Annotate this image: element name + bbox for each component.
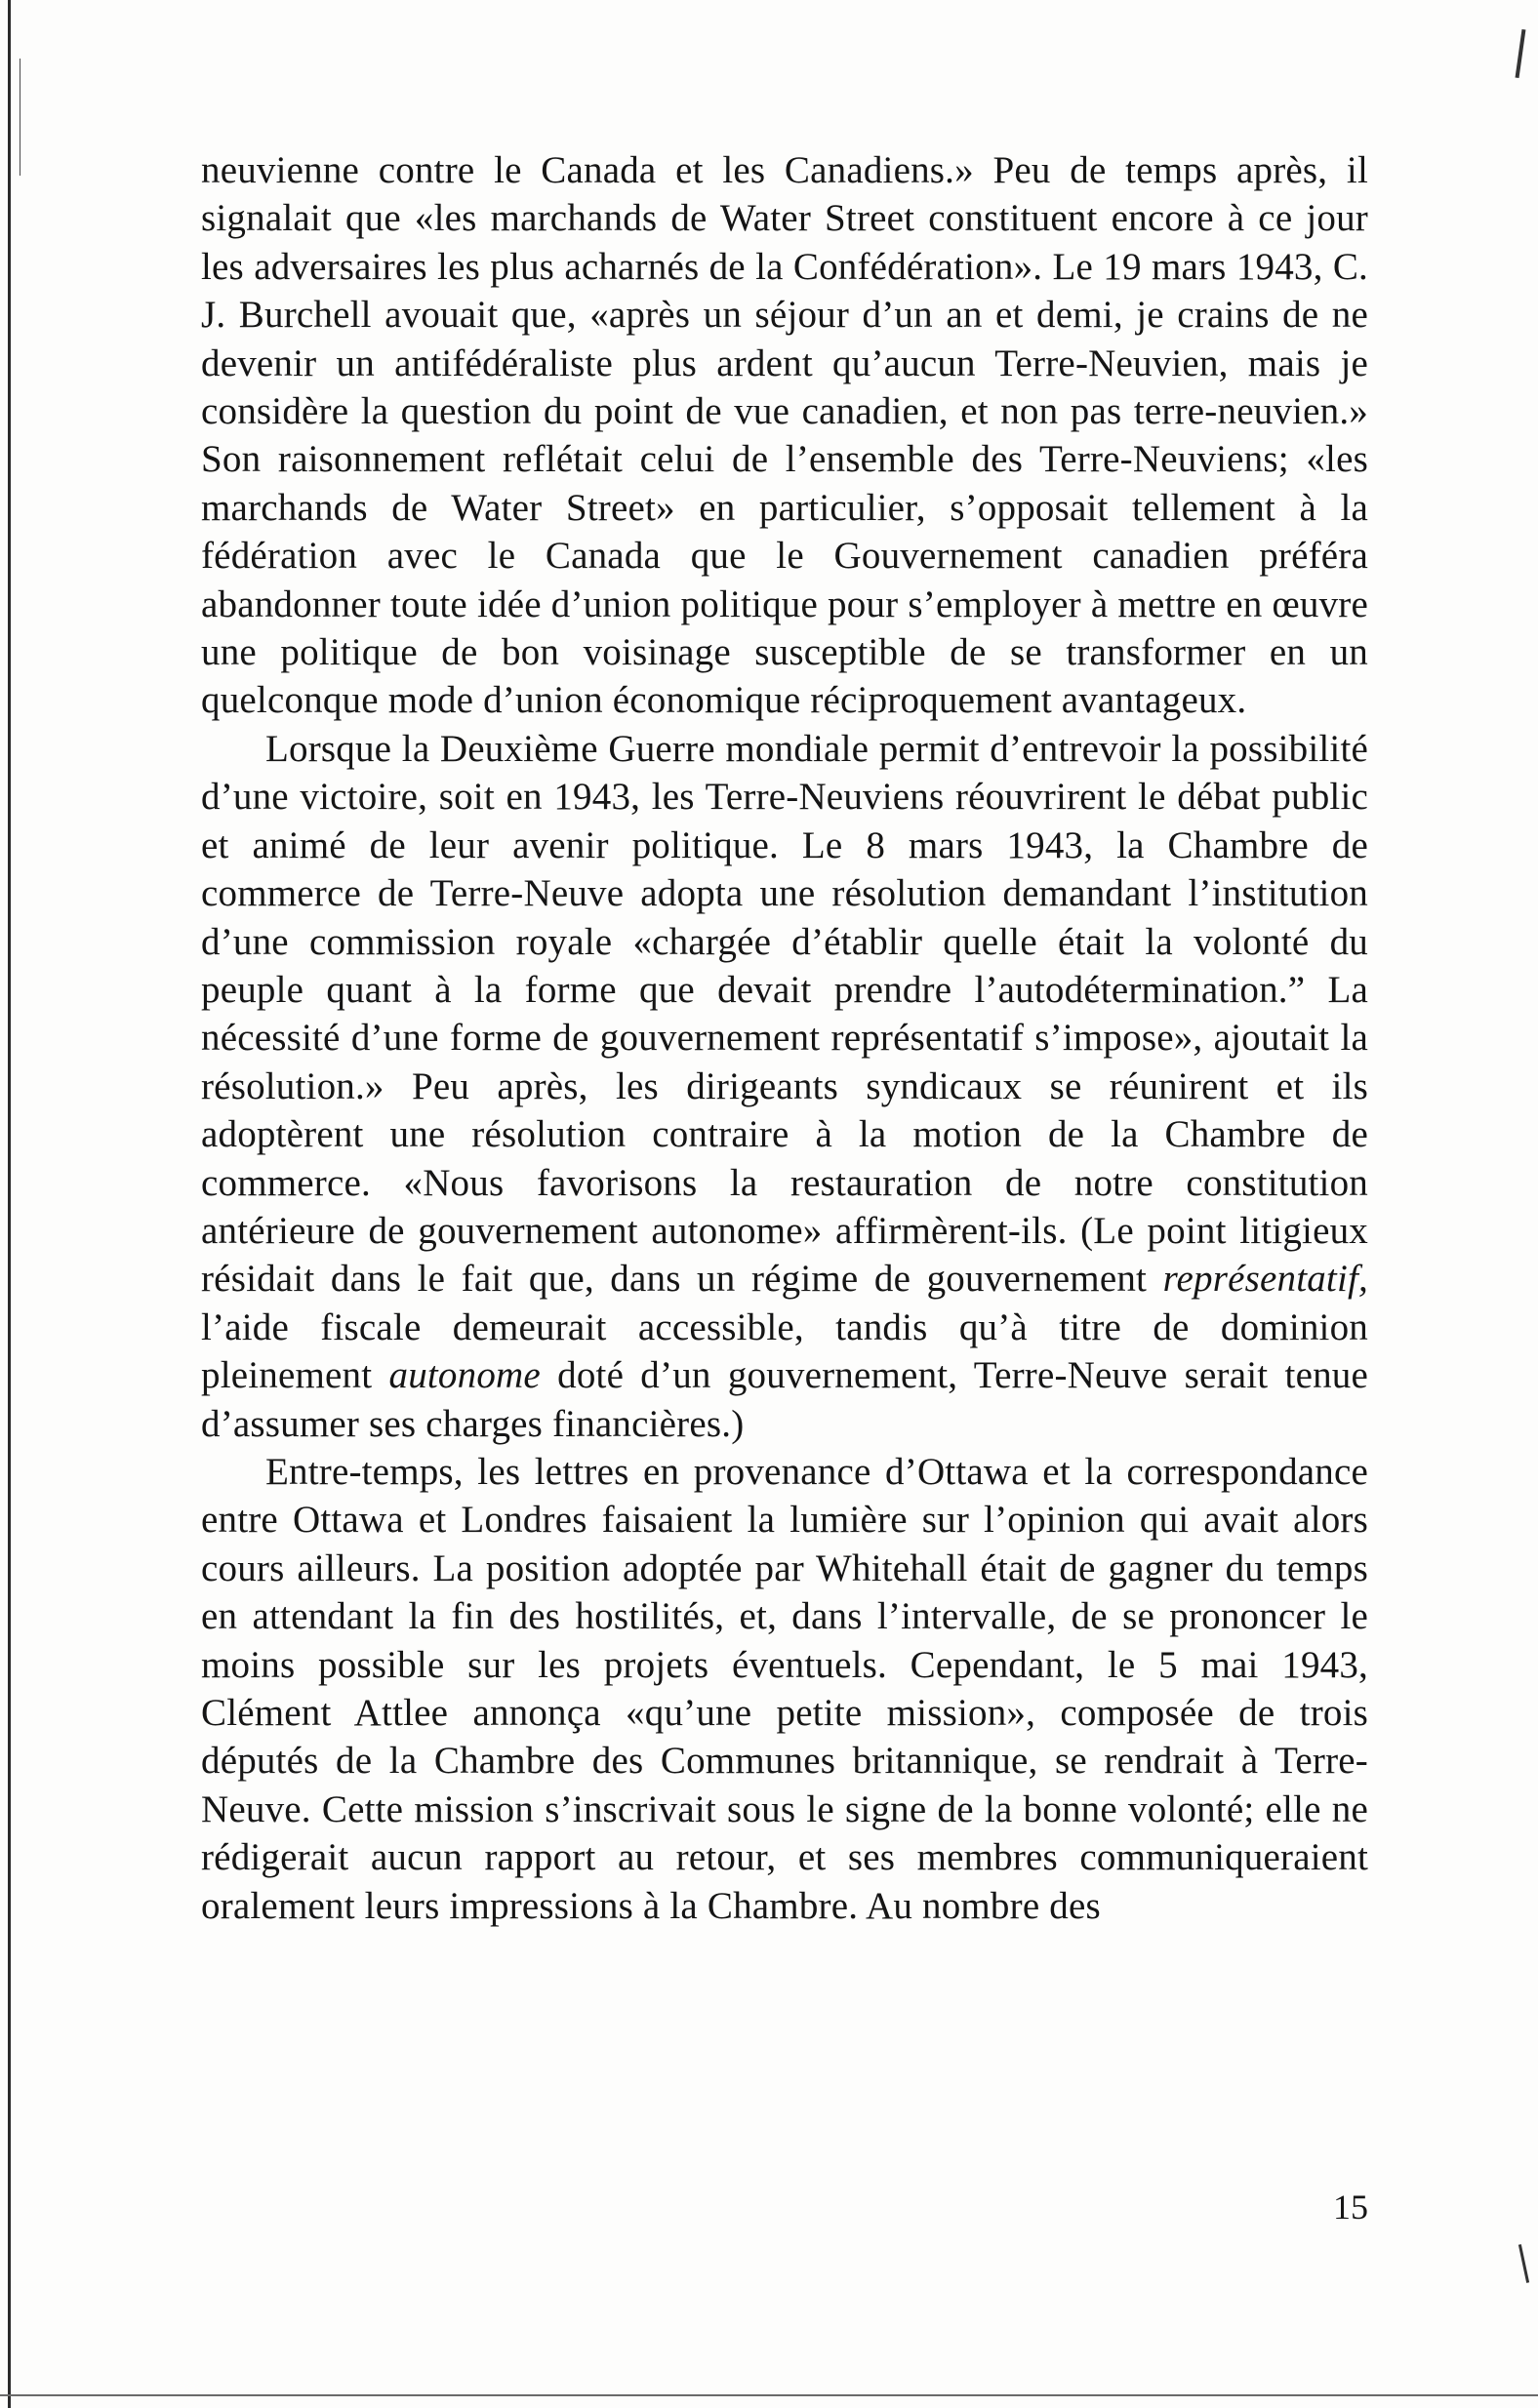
binding-edge-line [8, 0, 11, 2408]
paragraph-1 [201, 146, 1368, 725]
emphasis-representatif: représentatif, [1162, 1258, 1368, 1301]
bottom-edge-line [0, 2394, 1538, 2396]
paragraph-1-text: neuvienne contre le Canada et les Canadiens.» Peu de temps après, il signalait que «les marchands de Water Street constituent encore à ce jour les adversaires les plus acharnés de la Confédération». Le 19 mars 1943, C. J. Burchell avouait que, «après un séjour d’un an et demi, je crains de ne devenir un antifédéraliste plus ardent qu’aucun Terre-Neuvien, mais je considère la question du point de vue canadien, et non pas terre-neuvien.» Son raisonnement reflétait celui de l’ensemble des Terre-Neuviens; «les marchands de Water Street» en particulier, s’opposait tellement à la fédération avec le Canada que le Gouvernement canadien préféra abandonner toute idée d’union politique pour s’employer à mettre en œuvre une politique de bon voisinage susceptible de se transformer en un quelconque mode d’union économique réciproquement avantageux. [201, 149, 1368, 722]
paragraph-2-text-b: l’aide fiscale demeurait accessible, tandis qu’à titre de dominion pleinement [201, 1305, 1368, 1397]
scan-corner-mark-top [1516, 29, 1526, 78]
paragraph-2 [201, 725, 1368, 1448]
page-number: 15 [1333, 2187, 1368, 2227]
emphasis-autonome: autonome [388, 1354, 541, 1397]
scan-corner-mark-bottom [1518, 2244, 1529, 2283]
paragraph-2-text-a: Lorsque la Deuxième Guerre mondiale permit d’entrevoir la possibilité d’une victoire, soit en 1943, les Terre-Neuviens réouvrirent le débat public et animé de leur avenir politique. Le 8 mars 1943, la Chambre de commerce de Terre-Neuve adopta une résolution demandant l’institution d’une commission royale «chargée d’établir quelle était la volonté du peuple quant à la forme que devait prendre l’autodétermination.” La nécessité d’une forme de gouvernement représentatif s’impose», ajoutait la résolution.» Peu après, les dirigeants syndicaux se réunirent et ils adoptèrent une résolution contraire à la motion de la Chambre de commerce. «Nous favorisons la restauration de notre constitution antérieure de gouvernement autonome» affirmèrent-ils. (Le point litigieux résidait dans le fait que, dans un régime de gouvernement [201, 727, 1368, 1301]
body-text [201, 146, 1368, 1930]
paragraph-2-text-c: doté d’un gouvernement, Terre-Neuve serait tenue d’assumer ses charges financières.) [201, 1354, 1368, 1445]
paragraph-3 [201, 1448, 1368, 1930]
paragraph-3-text: Entre-temps, les lettres en provenance d’Ottawa et la correspondance entre Ottawa et Londres faisaient la lumière sur l’opinion qui avait alors cours ailleurs. La position adoptée par Whitehall était de gagner du temps en attendant la fin des hostilités, et, dans l’intervalle, de se prononcer le moins possible sur les projets éventuels. Cependant, le 5 mai 1943, Clément Attlee annonça «qu’une petite mission», composée de trois députés de la Chambre des Communes britannique, se rendrait à Terre-Neuve. Cette mission s’inscrivait sous le signe de la bonne volonté; elle ne rédigerait aucun rapport au retour, et ses membres communiqueraient oralement leurs impressions à la Chambre. Au nombre des [201, 1450, 1368, 1927]
